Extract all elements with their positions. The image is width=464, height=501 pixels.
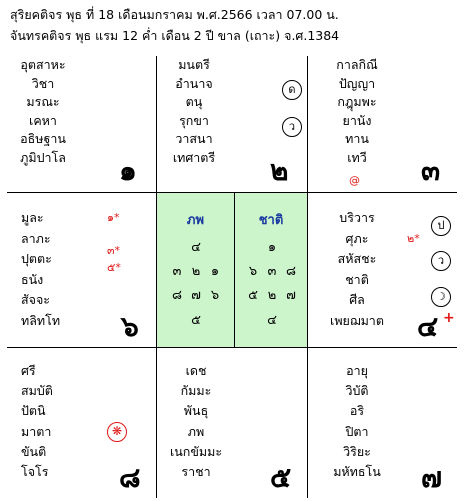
house-2-item: วาสนา <box>175 131 213 147</box>
center-number: ๗ <box>286 288 296 303</box>
center-number: ๑ <box>267 240 277 255</box>
header-line-1: สุริยคติจร พุธ ที่ 18 เดือนมกราคม พ.ศ.2566 เวลา 07.00 น. <box>10 7 339 22</box>
planet-mark: ๑* <box>107 211 120 224</box>
center-number: ๕ <box>191 313 201 328</box>
house-3-numeral: ๓ <box>421 154 441 187</box>
house-3-list <box>327 56 387 168</box>
house-3-item: กาลกิณี <box>336 57 378 72</box>
planet-circle-icon: ด <box>282 80 302 100</box>
house-7-numeral: ๗ <box>421 461 443 494</box>
house-7-item: อริ <box>349 403 365 419</box>
center-number: ๓ <box>267 264 277 279</box>
house-5-item: ราชา <box>181 464 211 480</box>
house-7-item: ปิตา <box>345 423 369 439</box>
house-8-item: สมบัติ <box>21 383 53 399</box>
house-6-item: มูละ <box>21 210 44 225</box>
house-8-list <box>21 361 53 482</box>
planet-circle-icon: ป <box>431 216 451 236</box>
house-7-item: อายุ <box>346 363 368 378</box>
center-right-title: ชาติ <box>258 213 284 228</box>
center-number: ๖ <box>248 264 258 279</box>
house-7-list <box>325 361 389 482</box>
house-5-list <box>156 361 236 482</box>
house-8-numeral: ๘ <box>119 461 141 494</box>
planet-circle-icon: ว <box>431 251 451 271</box>
house-4-plus: + <box>443 310 455 326</box>
house-1 <box>7 56 156 192</box>
center-number: ๘ <box>171 288 183 303</box>
house-6-item: ลาภะ <box>21 230 51 246</box>
planet-mark: ๒* <box>407 232 420 245</box>
house-3-item: กฎุมพะ <box>337 94 377 110</box>
house-1-item: มรณะ <box>26 94 60 110</box>
house-5 <box>156 347 307 498</box>
house-7 <box>307 347 457 498</box>
house-7-item: มหัทธโน <box>333 464 381 480</box>
house-6-item: สัจจะ <box>21 292 50 308</box>
horoscope-grid <box>7 56 457 498</box>
house-1-item: เคหา <box>29 112 57 128</box>
red-star-circle-icon: ❋ <box>107 422 127 442</box>
house-6 <box>7 192 156 347</box>
house-4-item: ชาติ <box>345 271 369 287</box>
house-1-item: ภูมิปาโล <box>20 149 66 165</box>
house-4-item: ศุภะ <box>345 230 369 246</box>
house-1-list <box>7 56 79 168</box>
house-8-item: มาตา <box>21 423 52 439</box>
house-2-item: รุกขา <box>179 112 209 128</box>
house-2-item: ตนุ <box>185 94 203 110</box>
house-8 <box>7 347 156 498</box>
house-3 <box>307 56 457 192</box>
center-number: ๔ <box>267 313 277 328</box>
center-number: ๒ <box>267 288 277 303</box>
house-4-item: บริวาร <box>339 210 375 225</box>
house-4-item: ศีล <box>349 292 365 308</box>
house-3-item: เทวี <box>347 149 367 165</box>
center-left-title: ภพ <box>186 213 205 228</box>
house-6-numeral: ๖ <box>121 310 139 343</box>
house-8-item: ศรี <box>21 363 36 378</box>
house-6-list <box>21 208 60 332</box>
house-3-red-mark: @ <box>349 174 360 187</box>
house-1-numeral: ๑ <box>119 154 137 187</box>
house-1-item: อุตสาหะ <box>20 57 66 72</box>
house-5-numeral: ๕ <box>270 461 292 494</box>
house-7-item: วิบัติ <box>345 383 369 399</box>
house-2-item: เทศาตรี <box>172 149 216 165</box>
center-number: ๒ <box>191 264 201 279</box>
house-8-item: ขันติ <box>21 443 47 459</box>
center-number: ๕ <box>248 288 258 303</box>
house-5-item: เนกขัมมะ <box>169 443 223 459</box>
center-number: ๗ <box>191 288 201 303</box>
house-5-item: เดช <box>185 363 207 378</box>
moon-circle-icon: ☽ <box>431 287 451 307</box>
house-5-item: กัมมะ <box>180 383 212 399</box>
house-2-item: อำนาจ <box>175 75 213 91</box>
house-2-numeral: ๒ <box>270 154 289 187</box>
house-3-item: ยานัง <box>342 112 372 128</box>
house-4 <box>307 192 457 347</box>
center-number: ๓ <box>172 264 182 279</box>
house-3-item: ทาน <box>345 131 369 147</box>
house-8-item: โจโร <box>21 464 49 480</box>
house-5-item: ภพ <box>187 423 205 439</box>
planet-circle-icon: ว <box>282 117 302 137</box>
center-number: ๖ <box>210 288 220 303</box>
center-bhava-box <box>157 193 234 347</box>
center-number: ๘ <box>285 264 297 279</box>
planet-mark: ๓* <box>107 244 121 257</box>
center-number: ๑ <box>210 264 220 279</box>
house-6-item: ธนัง <box>21 271 44 287</box>
header-line-2: จันทรคติจร พุธ แรม 12 ค่ำ เดือน 2 ปี ขาล (เถาะ) จ.ศ.1384 <box>10 28 340 43</box>
house-4-numeral: ๔ <box>417 310 439 343</box>
house-3-item: ปัญญา <box>338 75 376 91</box>
house-1-item: วิชา <box>31 75 55 91</box>
house-2-item: มนตรี <box>178 57 210 72</box>
planet-mark: ๕* <box>107 261 121 274</box>
house-6-item: ทลิทโท <box>21 312 61 328</box>
house-1-item: อธิษฐาน <box>20 131 66 147</box>
house-4-item: สหัสชะ <box>337 251 377 267</box>
house-6-item: ปุตตะ <box>21 251 52 267</box>
house-7-item: วิริยะ <box>343 443 371 459</box>
house-4-list <box>321 208 393 332</box>
center-jati-box <box>235 193 307 347</box>
house-4-item: เพยฌมาต <box>330 312 384 328</box>
center-number: ๔ <box>191 240 201 255</box>
house-5-item: พันธุ <box>183 403 209 419</box>
house-2 <box>156 56 307 192</box>
house-2-list <box>156 56 232 168</box>
house-8-item: ปัตนิ <box>21 403 46 419</box>
